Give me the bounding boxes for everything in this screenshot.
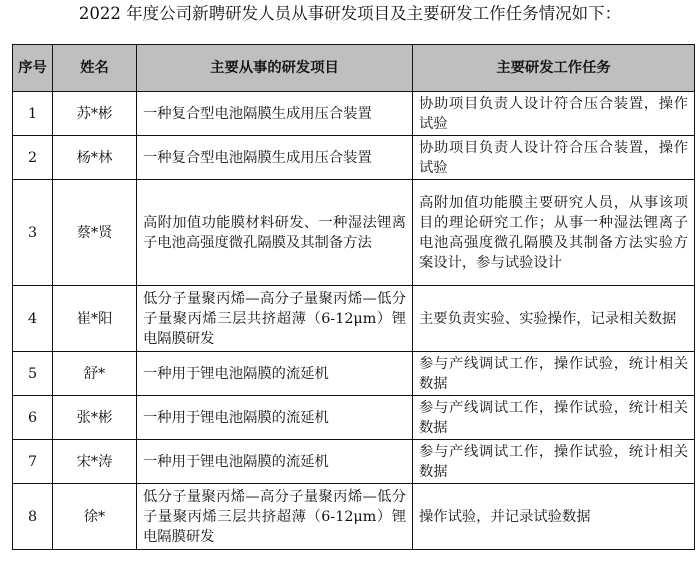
row-project: 一种用于锂电池隔膜的流延机 — [137, 440, 413, 484]
row-project: 一种复合型电池隔膜生成用压合装置 — [137, 136, 413, 180]
table-row — [13, 286, 695, 352]
row-name: 张*彬 — [53, 396, 137, 440]
row-task: 高附加值功能膜主要研究人员，从事该项目的理论研究工作；从事一种湿法锂离子电池高强度微孔隔膜及其制备方法实验方案设计，参与试验设计 — [413, 180, 695, 286]
row-no: 3 — [13, 180, 53, 286]
row-task: 操作试验，并记录试验数据 — [413, 484, 695, 550]
row-task: 协助项目负责人设计符合压合装置，操作试验 — [413, 136, 695, 180]
table-row — [13, 136, 695, 180]
row-project: 一种用于锂电池隔膜的流延机 — [137, 352, 413, 396]
row-name: 蔡*贤 — [53, 180, 137, 286]
row-task: 主要负责实验、实验操作，记录相关数据 — [413, 286, 695, 352]
row-task: 参与产线调试工作，操作试验，统计相关数据 — [413, 440, 695, 484]
row-project: 一种用于锂电池隔膜的流延机 — [137, 396, 413, 440]
header-task: 主要研发工作任务 — [413, 45, 695, 92]
row-project: 低分子量聚丙烯—高分子量聚丙烯—低分子量聚丙烯三层共挤超薄（6-12μm）锂电隔膜研发 — [137, 484, 413, 550]
row-no: 5 — [13, 352, 53, 396]
row-name: 崔*阳 — [53, 286, 137, 352]
table-row — [13, 396, 695, 440]
header-project: 主要从事的研发项目 — [137, 45, 413, 92]
rd-personnel-table — [12, 44, 695, 550]
header-name: 姓名 — [53, 45, 137, 92]
table-row — [13, 180, 695, 286]
table-row — [13, 440, 695, 484]
table-row — [13, 352, 695, 396]
table-row — [13, 92, 695, 136]
row-name: 宋*涛 — [53, 440, 137, 484]
row-no: 8 — [13, 484, 53, 550]
row-no: 2 — [13, 136, 53, 180]
row-task: 参与产线调试工作，操作试验，统计相关数据 — [413, 396, 695, 440]
row-name: 徐* — [53, 484, 137, 550]
row-task: 参与产线调试工作，操作试验，统计相关数据 — [413, 352, 695, 396]
row-project: 低分子量聚丙烯—高分子量聚丙烯—低分子量聚丙烯三层共挤超薄（6-12μm）锂电隔膜研发 — [137, 286, 413, 352]
header-no: 序号 — [13, 45, 53, 92]
row-name: 舒* — [53, 352, 137, 396]
row-no: 4 — [13, 286, 53, 352]
row-project: 一种复合型电池隔膜生成用压合装置 — [137, 92, 413, 136]
table-row — [13, 484, 695, 550]
table-header-row — [13, 45, 695, 92]
row-name: 杨*林 — [53, 136, 137, 180]
row-no: 6 — [13, 396, 53, 440]
row-no: 1 — [13, 92, 53, 136]
row-project: 高附加值功能膜材料研发、一种湿法锂离子电池高强度微孔隔膜及其制备方法 — [137, 180, 413, 286]
row-name: 苏*彬 — [53, 92, 137, 136]
row-no: 7 — [13, 440, 53, 484]
row-task: 协助项目负责人设计符合压合装置，操作试验 — [413, 92, 695, 136]
document-caption: 2022 年度公司新聘研发人员从事研发项目及主要研发工作任务情况如下： — [78, 4, 622, 23]
